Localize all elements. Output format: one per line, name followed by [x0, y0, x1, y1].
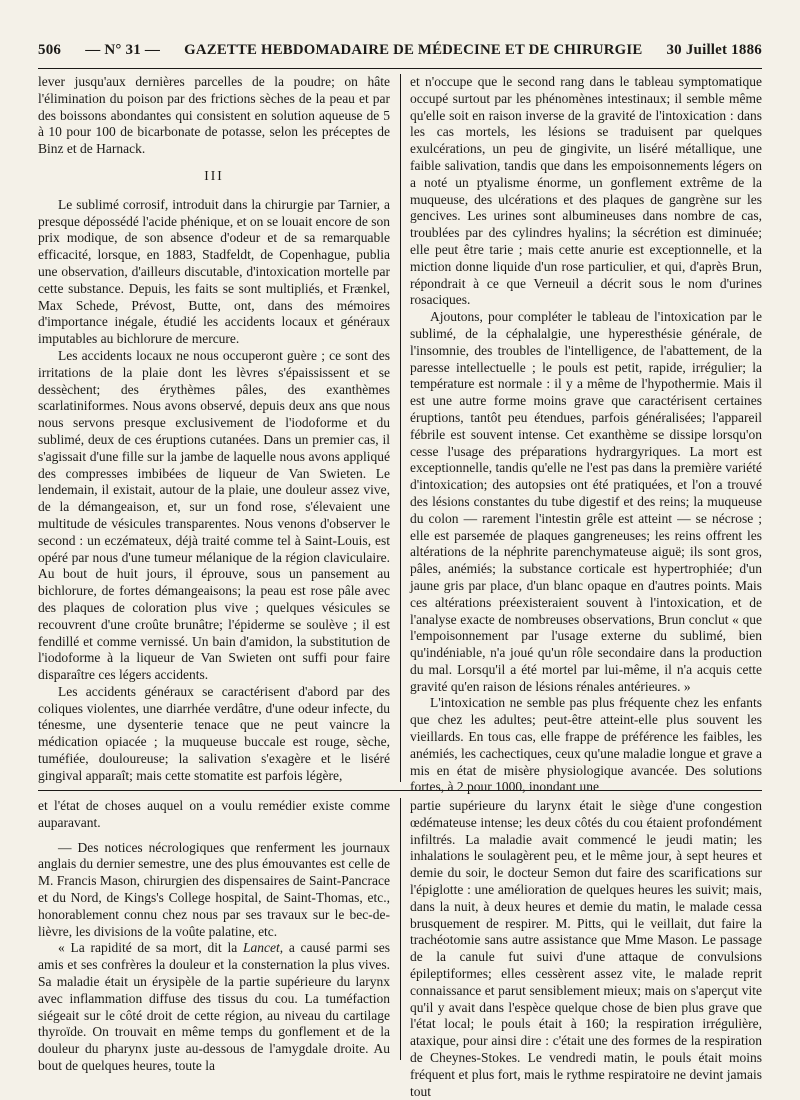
- text-run: , a causé parmi ses amis et ses confrères la douleur et la consternation la plus vives. Sa maladie était un érysipèle de la partie supérieure du larynx avec inflammation diffuse des tissus du cou. La tuméfaction siégeait sur le côté droit de cette région, au niveau du cartilage thyroïde. On trouvait en même temps du gonflement et de la douleur du pharynx juste au-dessous de l'amygdale droite. Au bout de quelques heures, toute la: [38, 940, 390, 1073]
- journal-title: GAZETTE HEBDOMADAIRE DE MÉDECINE ET DE CHIRURGIE: [184, 42, 643, 58]
- page-number: 506: [38, 42, 62, 58]
- issue-number: — N° 31 —: [85, 42, 161, 58]
- paragraph: Ajoutons, pour compléter le tableau de l'intoxication par le sublimé, de la céphalalgie, une hyperesthésie générale, de l'insomnie, des troubles de l'intelligence, de l'abattement, de la paresse intellectuelle ; le pouls est petit, rapide, irrégulier; la température est normale : il y a même de l'hypothermie. Mais il est une autre forme moins grave que caractérisent certaines éruptions, tantôt peu étendues, parfois généralisées; l'appareil fébrile est souvent intense. Cet exanthème se dissipe lorsqu'on cesse l'usage des préparations hydrargyriques. La mort est exceptionnelle, tandis qu'elle ne l'est pas dans la première variété d'intoxication; des autopsies ont été pratiquées, et l'on a trouvé des lésions constantes du tube digestif et des reins; la muqueuse du colon — rarement l'intestin grêle est atteint — se nécrose ; elle est parsemée de plaques gangreneuses; les reins offrent les altérations de la néphrite parenchymateuse aiguë; ils sont gros, pâles, anémiés; la substance corticale est hypertrophiée; d'un jaune gris par place, d'un blanc opaque en d'autres points. Mais ces altérations préexisteraient souvent à l'intoxication, et de l'analyse exacte de nombreuses observations, Brun conclut « que l'empoisonnement par l'usage externe du sublimé, bien qu'indéniable, n'a joué qu'un rôle secondaire dans la production du mal. Lorsqu'il a été mortel par lui-même, il n'a acquis cette gravité qu'en raison de lésions rénales antérieures. »: [410, 309, 762, 694]
- paragraph: partie supérieure du larynx était le siège d'une congestion œdémateuse intense; les deux côtés du cou étaient profondément infiltrés. La maladie avait commencé le jeudi matin; les inhalations le soulagèrent peu, et le même jour, à sept heures et demie du soir, le docteur Semon dut faire des scarifications sur l'épiglotte : une amélioration de quelques heures les suivit; mais, dans la nuit, à deux heures et demie du matin, le malade cessa brusquement de respirer. M. Pitts, qui le veillait, dut faire la trachéotomie sans autre assistance que Mme Mason. Le passage de la canule fut suivi d'une attaque de convulsions épileptiformes; elles cessèrent assez vite, le malade reprit connaissance et parut sensiblement mieux; mais on s'aperçut vite qu'il y avait dans l'espèce quelque chose de bien plus grave que l'état local; le pouls était à 160; la respiration irrégulière, ataxique, pour ainsi dire : c'était une des formes de la respiration de Cheynes-Stokes. Le vendredi matin, le pouls était moins fréquent et plus fort, mais le rythme respiratoire ne devint jamais tout: [410, 798, 762, 1099]
- paragraph: Le sublimé corrosif, introduit dans la chirurgie par Tarnier, a presque dépossédé l'acide phénique, et on se louait encore de son prix modique, de son absence d'odeur et de sa remarquable efficacité, lorsque, en 1883, Stadfeldt, de Copenhague, publia une observation, d'ailleurs discutable, d'intoxication mortelle par cette substance. Depuis, les faits se sont multipliés, et Frænkel, Max Schede, Prévost, Butte, ont, dans des mémoires d'importance inégale, étudié les accidents locaux et généraux imputables au bichlorure de mercure.: [38, 196, 390, 347]
- column-bottom-left: [38, 798, 391, 1073]
- paragraph: Les accidents locaux ne nous occuperont guère ; ce sont des irritations de la plaie dont les lèvres s'épaississent et se dessèchent; des érythèmes pâles, des exanthèmes scarlatiniformes. Nous avons observé, depuis deux ans que nous nous servons presque exclusivement de l'iodoforme et du sublimé, deux de ces éruptions cutanées. Dans un premier cas, il s'agissait d'une fille sur la jambe de laquelle nous avons appliqué des compresses imbibées de liqueur de Van Swieten. Le lendemain, il existait, autour de la plaie, une douleur assez vive, de la démangeaison, et, sur un fond rose, s'élevaient une multitude de vésicules transparentes. Nous venons d'observer le second : un eczémateux, déjà traité comme tel à Saint-Louis, est opéré par nous d'une tumeur mélanique de la région claviculaire. Au bout de huit jours, il éprouve, sous un pansement au bichlorure, de fortes démangeaisons; la peau est rose pâle avec des plaques de coloration plus vive ; quelques vésicules se recouvrent d'une croûte brunâtre; l'épiderme se soulève ; il est fendillé et comme vernissé. Un bain d'amidon, la substitution de l'iodoforme à la liqueur de Van Swieten ont suffi pour faire disparaître ces légers accidents.: [38, 347, 390, 683]
- column-top-right: [410, 74, 762, 795]
- section-heading: III: [204, 167, 224, 183]
- paragraph: et n'occupe que le second rang dans le tableau symptomatique occupé surtout par les phénomènes intestinaux; il semble même qu'elle soit en raison inverse de la gravité de l'intoxication : dans les cas mortels, les lésions se traduisent par quelques exulcérations, un peu de gingivite, un liséré métallique, une faible salivation, tandis que dans les empoisonnements légers on a noté un ptyalisme énorme, un gonflement extrême de la muqueuse, des ulcérations et des plaques de gangrène sur les gencives. Les urines sont albumineuses dans nombre de cas, troublées par des cylindres hyalins; la sécrétion est diminuée; elle peut être tarie ; mais cette anurie est exceptionnelle, et la miction donne liquide d'un rose particulier, et qui, d'après Brun, répondrait à ce que Verneuil a décrit sous le nom d'urines rosaciques.: [410, 74, 762, 308]
- issue-date: 30 Juillet 1886: [666, 42, 762, 58]
- text-run: « La rapidité de sa mort, dit la: [58, 940, 243, 956]
- paragraph: [38, 940, 390, 1074]
- section-rule: [38, 790, 762, 791]
- column-rule: [400, 798, 401, 1060]
- column-top-left: [38, 74, 390, 782]
- paragraph: et l'état de choses auquel on a voulu remédier existe comme auparavant.: [38, 798, 390, 830]
- header-rule: [38, 68, 762, 69]
- column-rule: [400, 74, 401, 782]
- paragraph: Les accidents généraux se caractérisent d'abord par des coliques violentes, une diarrhée verdâtre, d'une odeur infecte, du ténesme, une dysenterie tenace que ne peut vaincre la médication opiacée ; la muqueuse buccale est rouge, sèche, tuméfiée, douloureuse; la salivation s'exagère et le liséré gingival apparaît; mais cette stomatite est parfois légère,: [38, 683, 390, 783]
- page-header: [38, 42, 762, 66]
- paragraph: lever jusqu'aux dernières parcelles de la poudre; on hâte l'élimination du poison par des frictions sèches de la peau et par des boissons abondantes qui consistent en solution aqueuse de 5 à 10 pour 100 de bicarbonate de potasse, selon les préceptes de Binz et de Harnack.: [38, 74, 390, 157]
- column-bottom-right: [410, 798, 762, 1099]
- journal-name: Lancet: [242, 940, 280, 956]
- paragraph: L'intoxication ne semble pas plus fréquente chez les enfants que chez les adultes; peut-être atteint-elle plus souvent les vieillards. En tous cas, elle frappe de préférence les faibles, les anémiés, les cachectiques, ceux qu'une maladie longue et grave a mis en état de misère physiologique avancée. Des solutions fortes, à 2 pour 1000, inondant une: [410, 695, 762, 795]
- paragraph: — Des notices nécrologiques que renferment les journaux anglais du dernier semestre, une des plus émouvantes est celle de M. Francis Mason, chirurgien des dispensaires de Saint-Pancrace et du Nord, de Kings's College hospital, de Saint-Thomas, etc., honorablement connu chez nous par ses travaux sur le bec-de-lièvre, les divisions de la voûte palatine, etc.: [38, 839, 391, 939]
